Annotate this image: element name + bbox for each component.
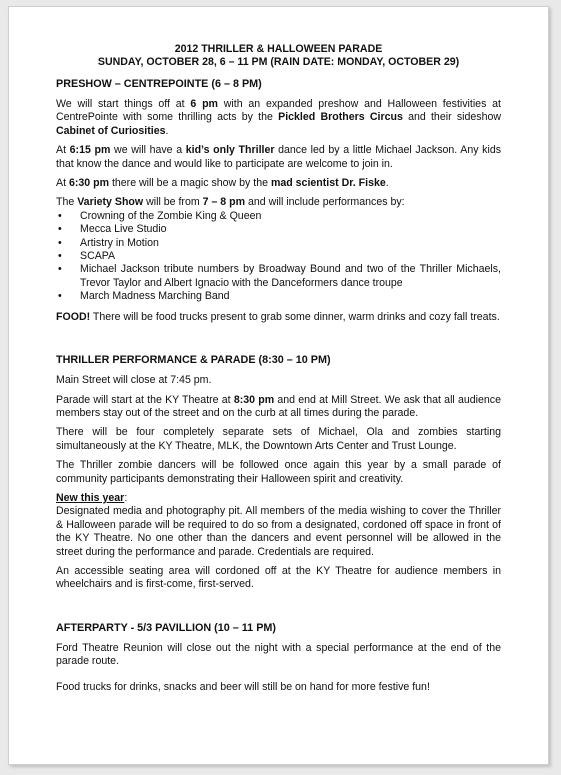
food-trucks-paragraph: Food trucks for drinks, snacks and beer will still be on hand for more festive fun! [56,680,430,693]
list-item: • March Madness Marching Band [70,290,501,303]
list-item: • Michael Jackson tribute numbers by Broadway Bound and two of the Thriller Michaels, Trevor Taylor and Albert Ignacio with the Danceformers dance troupe [70,263,501,290]
parade-heading: THRILLER PERFORMANCE & PARADE (8:30 – 10 PM) [56,354,331,367]
event-date: SUNDAY, OCTOBER 28, 6 – 11 PM (RAIN DATE: MONDAY, OCTOBER 29) [97,56,460,68]
community-paragraph: The Thriller zombie dancers will be followed once again this year by a small parade of community participants demonstrating their Halloween spirit and creativity. [56,459,501,485]
afterparty-heading: AFTERPARTY - 5/3 PAVILLION (10 – 11 PM) [56,621,276,634]
street-closure-paragraph: Main Street will close at 7:45 pm. [56,374,212,387]
list-item: • Crowning of the Zombie King & Queen [70,210,501,223]
preshow-heading: PRESHOW – CENTREPOINTE (6 – 8 PM) [56,78,262,90]
new-this-year-label: New this year [56,491,125,504]
list-item: • SCAPA [70,250,501,263]
sets-paragraph: There will be four completely separate sets of Michael, Ola and zombies starting simultaneously at the KY Theatre, MLK, the Downtown Arts Center and Trust Lounge. [56,426,501,452]
performers-list [56,210,501,304]
document-page [8,6,549,765]
preshow-intro: We will start things off at 6 pm with an expanded preshow and Halloween festivities at CentrePointe with some thrilling acts by the Pickled Brothers Circus and their sideshow Cabinet of Curiosities. [56,98,502,137]
kids-thriller-paragraph: At 6:15 pm we will have a kid’s only Thriller dance led by a little Michael Jackson. Any kids that know the dance and would like to participate are welcome to join in. [56,144,502,170]
list-item: • Mecca Live Studio [70,223,501,236]
event-title: 2012 THRILLER & HALLOWEEN PARADE [174,43,383,55]
variety-show-paragraph: The Variety Show will be from 7 – 8 pm and will include performances by: [56,196,405,209]
food-paragraph: FOOD! There will be food trucks present to grab some dinner, warm drinks and cozy fall treats. [56,310,500,323]
list-item: • Artistry in Motion [70,237,501,250]
reunion-paragraph: Ford Theatre Reunion will close out the night with a special performance at the end of the parade route. [56,641,501,668]
new-this-year-paragraph: New this year: Designated media and photography pit. All members of the media wishing to cover the Thriller & Halloween parade will be required to do so from a designated, cordoned off space in front of the KY Theatre. No one other than the dancers and event personnel will be allowed in the street during the performance and parade. Credentials are required. [56,491,501,558]
magic-show-paragraph: At 6:30 pm there will be a magic show by the mad scientist Dr. Fiske. [56,177,389,190]
parade-route-paragraph: Parade will start at the KY Theatre at 8:30 pm and end at Mill Street. We ask that all audience members stay out of the street and on the curb at all times during the parade. [56,393,501,419]
accessible-seating-paragraph: An accessible seating area will cordoned off at the KY Theatre for audience members in wheelchairs and is first-come, first-served. [56,564,501,591]
